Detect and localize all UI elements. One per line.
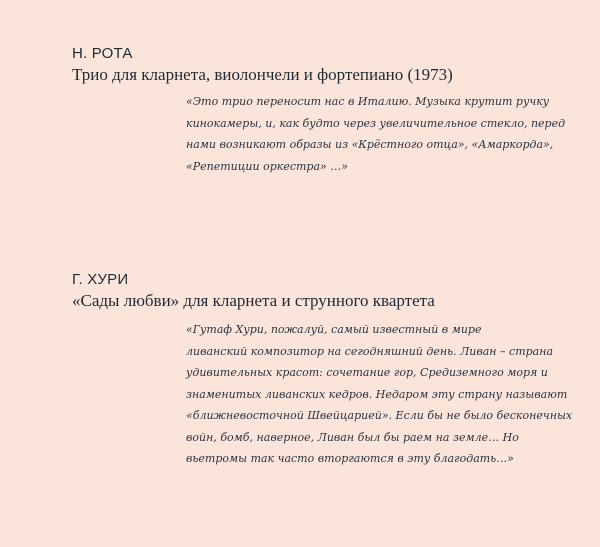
quote-line: вьетромы так часто вторгаются в эту благодать…» [186,452,514,465]
quote-line: «Репетиции оркестра» …» [186,159,348,173]
composer-name: Г. ХУРИ [72,271,129,288]
program-entry-rota [72,44,572,86]
quote-rota [186,91,566,177]
work-title: «Сады любви» для кларнета и струнного квартета [72,291,435,310]
quote-line: удивительных красот: сочетание гор, Средиземного моря и [186,366,548,379]
quote-khoury [186,319,573,470]
quote-line: «ближневосточной Швейцарией». Если бы не было бесконечных [186,409,573,422]
quote-line: «Гутаф Хури, пожалуй, самый известный в мире [186,323,482,336]
quote-line: «Это трио переносит нас в Италию. Музыка крутит ручку [186,95,550,108]
quote-line: кинокамеры, и, как будто через увеличительное стекло, перед [186,116,566,130]
work-title: Трио для кларнета, виолончели и фортепиано (1973) [72,65,453,84]
program-entry-khoury [72,270,572,312]
quote-line: знаменитых ливанских кедров. Недаром эту страну называют [186,387,568,401]
composer-name: Н. РОТА [72,45,133,62]
quote-line: войн, бомб, наверное, Ливан был бы раем на земле… Но [186,430,519,444]
quote-line: нами возникают образы из «Крёстного отца», «Амаркорда», [186,138,554,151]
quote-line: ливанский композитор на сегодняшний день. Ливан – страна [186,344,554,358]
